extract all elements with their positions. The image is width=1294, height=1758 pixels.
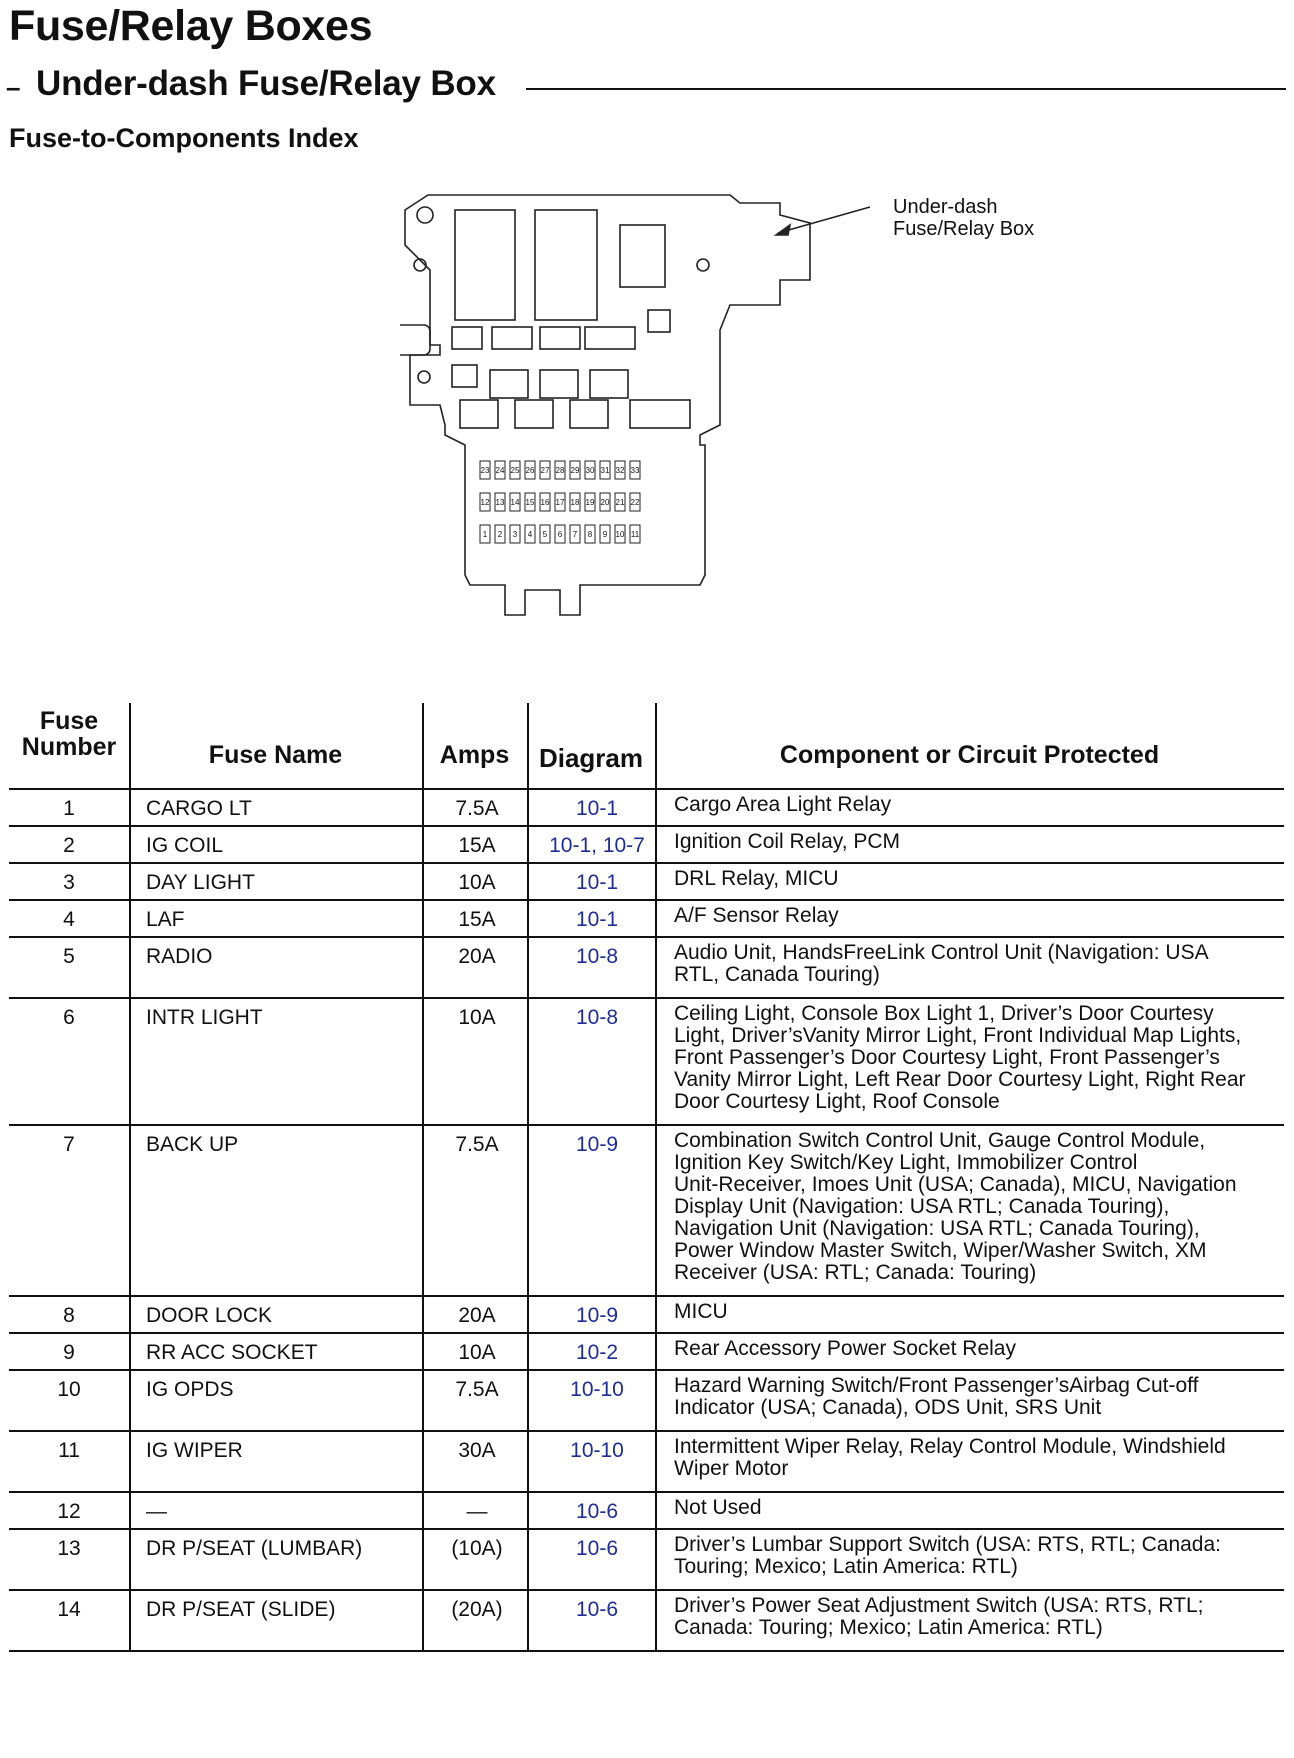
table-row bbox=[9, 999, 1284, 1126]
fuse-number: 7 bbox=[63, 1133, 75, 1156]
table-body bbox=[9, 790, 1284, 1652]
fuse-slot-label: 11 bbox=[630, 530, 640, 539]
diagram-ref-link[interactable]: 10-8 bbox=[575, 945, 619, 968]
fuse-name: BACK UP bbox=[146, 1133, 239, 1156]
header-amps: Amps bbox=[439, 741, 510, 769]
column-divider bbox=[129, 1126, 131, 1295]
fuse-slot-label: 2 bbox=[497, 530, 503, 539]
screw-hole-lm bbox=[418, 371, 430, 383]
component-text bbox=[674, 942, 1279, 986]
fuse-box-diagram bbox=[400, 185, 1050, 695]
relay-block-1 bbox=[455, 210, 515, 320]
component-line: Display Unit (Navigation: USA RTL; Canada Touring), bbox=[674, 1195, 1170, 1218]
fuse-name: RADIO bbox=[146, 945, 213, 968]
fuse-number: 11 bbox=[58, 1439, 80, 1462]
column-divider bbox=[527, 1297, 529, 1332]
component-text bbox=[674, 794, 1279, 816]
component-line: Rear Accessory Power Socket Relay bbox=[674, 1337, 1016, 1360]
component-line: Canada: Touring; Mexico; Latin America: RTL) bbox=[674, 1616, 1103, 1639]
fuse-number: 6 bbox=[63, 1006, 75, 1029]
diagram-ref-link[interactable]: 10-6 bbox=[575, 1537, 619, 1560]
component-text bbox=[674, 1003, 1279, 1113]
relay-mid-3 bbox=[540, 370, 578, 398]
fuse-number: 9 bbox=[63, 1341, 75, 1364]
fuse-grid bbox=[480, 461, 640, 543]
diagram-ref-link[interactable]: 10-1 bbox=[575, 797, 619, 820]
component-line: Driver’s Lumbar Support Switch (USA: RTS, RTL; Canada: bbox=[674, 1533, 1221, 1556]
relay-mid-2 bbox=[490, 370, 528, 398]
diagram-ref-link[interactable]: 10-9 bbox=[575, 1304, 619, 1327]
table-row bbox=[9, 827, 1284, 864]
component-line: Audio Unit, HandsFreeLink Control Unit (Navigation: USA bbox=[674, 941, 1209, 964]
column-divider bbox=[527, 1432, 529, 1491]
fuse-amps: 15A bbox=[458, 834, 496, 857]
relay-low-1 bbox=[460, 400, 498, 428]
fuse-number: 1 bbox=[63, 797, 75, 820]
component-line: Vanity Mirror Light, Left Rear Door Courtesy Light, Right Rear bbox=[674, 1068, 1246, 1091]
relay-block-2 bbox=[535, 210, 597, 320]
component-line: DRL Relay, MICU bbox=[674, 867, 839, 890]
header-diagram: Diagram bbox=[538, 743, 644, 773]
column-divider bbox=[129, 827, 131, 862]
header-fuse-line2: Number bbox=[21, 733, 117, 761]
column-divider bbox=[527, 901, 529, 936]
fuse-number: 3 bbox=[63, 871, 75, 894]
relay-low-4 bbox=[630, 400, 690, 428]
column-divider bbox=[129, 938, 131, 997]
column-divider bbox=[527, 1493, 529, 1528]
fuse-slot-label: 13 bbox=[495, 498, 505, 507]
mount-tab-left bbox=[400, 325, 430, 355]
fuse-name: DOOR LOCK bbox=[146, 1304, 273, 1327]
section-title: Fuse-to-Components Index bbox=[9, 123, 359, 153]
fuse-name: DAY LIGHT bbox=[146, 871, 255, 894]
fuse-name: INTR LIGHT bbox=[146, 1006, 263, 1029]
relay-mid-4 bbox=[590, 370, 628, 398]
fuse-name: IG OPDS bbox=[146, 1378, 234, 1401]
table-row bbox=[9, 1297, 1284, 1334]
column-divider bbox=[527, 1126, 529, 1295]
fuse-slot-label: 22 bbox=[630, 498, 640, 507]
diagram-ref-link[interactable]: 10-8 bbox=[575, 1006, 619, 1029]
component-line: Cargo Area Light Relay bbox=[674, 793, 892, 816]
component-line: Receiver (USA: RTL; Canada: Touring) bbox=[674, 1261, 1037, 1284]
fuse-name: DR P/SEAT (LUMBAR) bbox=[146, 1537, 363, 1560]
table-row bbox=[9, 1432, 1284, 1493]
component-line: Combination Switch Control Unit, Gauge Control Module, bbox=[674, 1129, 1206, 1152]
diagram-ref-link[interactable]: 10-1 bbox=[575, 908, 619, 931]
component-line: Wiper Motor bbox=[674, 1457, 789, 1480]
component-line: Power Window Master Switch, Wiper/Washer Switch, XM bbox=[674, 1239, 1207, 1262]
column-divider bbox=[527, 864, 529, 899]
fuse-slot-label: 30 bbox=[585, 466, 595, 475]
table-row bbox=[9, 1371, 1284, 1432]
column-divider bbox=[129, 1591, 131, 1650]
fuse-amps: (10A) bbox=[451, 1537, 503, 1560]
column-divider bbox=[527, 999, 529, 1124]
component-line: Ignition Key Switch/Key Light, Immobilizer Control bbox=[674, 1151, 1138, 1174]
diagram-ref-link[interactable]: 10-1 bbox=[575, 871, 619, 894]
fuse-slot-label: 25 bbox=[510, 466, 520, 475]
column-divider bbox=[527, 1591, 529, 1650]
component-text bbox=[674, 1301, 1279, 1323]
table-row bbox=[9, 938, 1284, 999]
component-line: Unit-Receiver, Imoes Unit (USA; Canada), MICU, Navigation bbox=[674, 1173, 1237, 1196]
fuse-number: 8 bbox=[63, 1304, 75, 1327]
fuse-slot-label: 26 bbox=[525, 466, 535, 475]
component-line: Touring; Mexico; Latin America: RTL) bbox=[674, 1555, 1018, 1578]
component-line: A/F Sensor Relay bbox=[674, 904, 839, 927]
screw-hole-r bbox=[697, 259, 709, 271]
callout-arrowhead bbox=[776, 225, 790, 235]
connector-3 bbox=[540, 327, 580, 349]
fuse-number: 14 bbox=[57, 1598, 81, 1621]
fuse-slot-label: 32 bbox=[615, 466, 625, 475]
subtitle-row bbox=[6, 60, 1286, 110]
relay-small-1 bbox=[648, 310, 670, 332]
fuse-slot-label: 7 bbox=[572, 530, 578, 539]
table-row bbox=[9, 790, 1284, 827]
header-fuse-name: Fuse Name bbox=[208, 741, 343, 769]
header-fuse-number bbox=[9, 708, 129, 760]
fuse-table bbox=[9, 707, 1284, 1652]
fuse-number: 5 bbox=[63, 945, 75, 968]
fuse-name: DR P/SEAT (SLIDE) bbox=[146, 1598, 336, 1621]
fuse-number: 4 bbox=[63, 908, 75, 931]
column-divider bbox=[527, 790, 529, 825]
component-line: Ignition Coil Relay, PCM bbox=[674, 830, 901, 853]
header-divider bbox=[129, 703, 131, 788]
table-row bbox=[9, 1334, 1284, 1371]
relay-low-3 bbox=[570, 400, 608, 428]
fuse-name: LAF bbox=[146, 908, 185, 931]
fuse-amps: 10A bbox=[458, 1006, 496, 1029]
fuse-slot-label: 20 bbox=[600, 498, 610, 507]
fuse-slot-label: 15 bbox=[525, 498, 535, 507]
callout-leader-line bbox=[778, 207, 870, 233]
fuse-name: IG WIPER bbox=[146, 1439, 243, 1462]
callout-line-1: Under-dash bbox=[893, 196, 998, 218]
component-line: Intermittent Wiper Relay, Relay Control Module, Windshield bbox=[674, 1435, 1226, 1458]
component-text bbox=[674, 1130, 1279, 1284]
column-divider bbox=[129, 864, 131, 899]
component-text bbox=[674, 831, 1279, 853]
relay-mid-1 bbox=[452, 365, 477, 387]
fuse-slot-label: 6 bbox=[557, 530, 563, 539]
fuse-amps: 10A bbox=[458, 1341, 496, 1364]
table-row bbox=[9, 864, 1284, 901]
fuse-slot-label: 4 bbox=[527, 530, 533, 539]
column-divider bbox=[527, 827, 529, 862]
fuse-slot-label: 24 bbox=[495, 466, 505, 475]
header-divider bbox=[527, 703, 529, 788]
diagram-ref-link[interactable]: 10-6 bbox=[575, 1500, 619, 1523]
fuse-slot-label: 31 bbox=[600, 466, 610, 475]
component-line: Ceiling Light, Console Box Light 1, Driver’s Door Courtesy bbox=[674, 1002, 1214, 1025]
fuse-slot-label: 27 bbox=[540, 466, 550, 475]
table-row bbox=[9, 1493, 1284, 1530]
fuse-amps: 20A bbox=[458, 1304, 496, 1327]
fuse-amps: 30A bbox=[458, 1439, 496, 1462]
column-divider bbox=[129, 1334, 131, 1369]
fuse-amps: 7.5A bbox=[455, 1133, 499, 1156]
fuse-name: RR ACC SOCKET bbox=[146, 1341, 318, 1364]
table-header bbox=[9, 707, 1284, 790]
fuse-slot-label: 3 bbox=[512, 530, 518, 539]
fuse-name: — bbox=[146, 1500, 167, 1523]
fuse-amps: 15A bbox=[458, 908, 496, 931]
component-text bbox=[674, 1375, 1279, 1419]
component-line: Indicator (USA; Canada), ODS Unit, SRS Unit bbox=[674, 1396, 1102, 1419]
fuse-slot-label: 5 bbox=[542, 530, 548, 539]
connector-1 bbox=[452, 327, 482, 349]
component-line: Door Courtesy Light, Roof Console bbox=[674, 1090, 1000, 1113]
component-line: Not Used bbox=[674, 1496, 762, 1519]
fuse-amps: 7.5A bbox=[455, 1378, 499, 1401]
fuse-slot-label: 18 bbox=[570, 498, 580, 507]
column-divider bbox=[129, 790, 131, 825]
table-row bbox=[9, 1126, 1284, 1297]
column-divider bbox=[129, 1530, 131, 1589]
fuse-slot-label: 1 bbox=[482, 530, 488, 539]
component-text bbox=[674, 905, 1279, 927]
diagram-ref-link[interactable]: 10-10 bbox=[570, 1378, 624, 1401]
header-component: Component or Circuit Protected bbox=[779, 741, 1160, 769]
fuse-slot-label: 9 bbox=[602, 530, 608, 539]
fuse-amps: (20A) bbox=[451, 1598, 503, 1621]
component-line: Light, Driver’sVanity Mirror Light, Front Individual Map Lights, bbox=[674, 1024, 1242, 1047]
column-divider bbox=[129, 1432, 131, 1491]
connector-4 bbox=[585, 327, 635, 349]
fuse-slot-label: 19 bbox=[585, 498, 595, 507]
fuse-slot-label: 8 bbox=[587, 530, 593, 539]
column-divider bbox=[129, 999, 131, 1124]
subtitle-dash: – bbox=[6, 72, 21, 102]
fuse-slot-label: 10 bbox=[615, 530, 625, 539]
fuse-slot-label: 28 bbox=[555, 466, 565, 475]
component-text bbox=[674, 1595, 1279, 1639]
column-divider bbox=[527, 1371, 529, 1430]
column-divider bbox=[129, 1371, 131, 1430]
diagram-ref-link[interactable]: 10-10 bbox=[570, 1439, 624, 1462]
component-text bbox=[674, 868, 1279, 890]
fuse-slot-label: 17 bbox=[555, 498, 565, 507]
connector-2 bbox=[492, 327, 532, 349]
header-fuse-line1: Fuse bbox=[39, 707, 99, 735]
column-divider bbox=[527, 1530, 529, 1589]
column-divider bbox=[527, 938, 529, 997]
page-title: Fuse/Relay Boxes bbox=[9, 2, 373, 50]
table-row bbox=[9, 901, 1284, 938]
diagram-ref-link[interactable]: 10-1, 10-7 bbox=[549, 834, 645, 857]
diagram-ref-link[interactable]: 10-6 bbox=[575, 1598, 619, 1621]
diagram-ref-link[interactable]: 10-2 bbox=[575, 1341, 619, 1364]
fuse-name: IG COIL bbox=[146, 834, 224, 857]
fuse-slot-label: 23 bbox=[480, 466, 490, 475]
fuse-amps: 7.5A bbox=[455, 797, 499, 820]
fuse-amps: — bbox=[466, 1500, 488, 1523]
callout-line-2: Fuse/Relay Box bbox=[893, 218, 1035, 240]
component-line: Navigation Unit (Navigation: USA RTL; Canada Touring), bbox=[674, 1217, 1200, 1240]
component-line: RTL, Canada Touring) bbox=[674, 963, 880, 986]
fuse-slot-label: 29 bbox=[570, 466, 580, 475]
fuse-number: 10 bbox=[57, 1378, 81, 1401]
fuse-number: 13 bbox=[57, 1537, 81, 1560]
relay-block-3 bbox=[620, 225, 665, 287]
relay-low-2 bbox=[515, 400, 553, 428]
header-divider bbox=[655, 703, 657, 788]
table-row bbox=[9, 1530, 1284, 1591]
component-line: Hazard Warning Switch/Front Passenger’sAirbag Cut-off bbox=[674, 1374, 1199, 1397]
screw-hole-tl bbox=[417, 207, 433, 223]
column-divider bbox=[129, 901, 131, 936]
subtitle-rule bbox=[526, 88, 1286, 90]
fuse-amps: 20A bbox=[458, 945, 496, 968]
fuse-slot-label: 14 bbox=[510, 498, 520, 507]
fuse-slot-label: 16 bbox=[540, 498, 550, 507]
fuse-number: 2 bbox=[63, 834, 75, 857]
header-divider bbox=[422, 703, 424, 788]
column-divider bbox=[129, 1297, 131, 1332]
fuse-slot-label: 33 bbox=[630, 466, 640, 475]
component-text bbox=[674, 1436, 1279, 1480]
page-subtitle: Under-dash Fuse/Relay Box bbox=[36, 64, 496, 103]
table-row bbox=[9, 1591, 1284, 1652]
component-text bbox=[674, 1338, 1279, 1360]
component-line: MICU bbox=[674, 1300, 728, 1323]
component-text bbox=[674, 1497, 1279, 1519]
column-divider bbox=[129, 1493, 131, 1528]
fuse-number: 12 bbox=[57, 1500, 81, 1523]
column-divider bbox=[527, 1334, 529, 1369]
fuse-slot-label: 12 bbox=[480, 498, 490, 507]
diagram-ref-link[interactable]: 10-9 bbox=[575, 1133, 619, 1156]
component-text bbox=[674, 1534, 1279, 1578]
fuse-name: CARGO LT bbox=[146, 797, 252, 820]
fuse-slot-label: 21 bbox=[615, 498, 625, 507]
component-line: Driver’s Power Seat Adjustment Switch (USA: RTS, RTL; bbox=[674, 1594, 1204, 1617]
fuse-amps: 10A bbox=[458, 871, 496, 894]
component-line: Front Passenger’s Door Courtesy Light, Front Passenger’s bbox=[674, 1046, 1220, 1069]
